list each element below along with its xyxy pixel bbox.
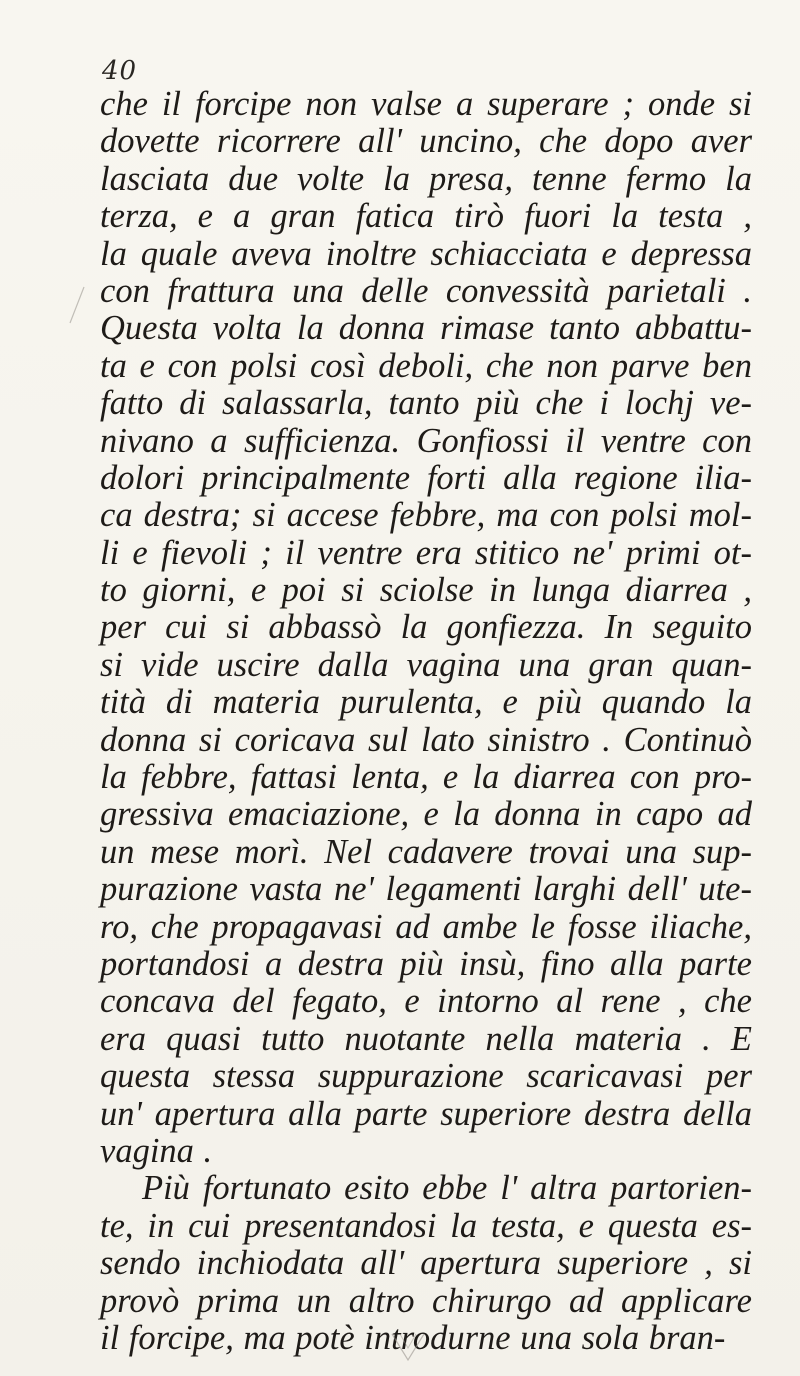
text-line: ro, che propagavasi ad ambe le fosse iliache, [100,907,752,946]
text-line: fatto di salassarla, tanto più che i lochj ve- [100,384,752,423]
text-line: Questa volta la donna rimase tanto abbattu- [100,309,752,348]
text-line: era quasi tutto nuotante nella materia . E [100,1019,752,1058]
text-line: ca destra; si accese febbre, ma con polsi mol- [100,496,752,535]
text-line: to giorni, e poi si sciolse in lunga diarrea , [100,571,752,610]
text-line: la febbre, fattasi lenta, e la diarrea con pro- [100,758,752,797]
text-line: nivano a sufficienza. Gonfiossi il ventre con [100,421,752,460]
page-number: 40 [102,56,138,86]
text-line: portandosi a destra più insù, fino alla parte [100,944,752,983]
text-line: terza, e a gran fatica tirò fuori la testa , [100,197,752,236]
text-line: lasciata due volte la presa, tenne fermo la [100,159,752,198]
text-line: con frattura una delle convessità parietali . [100,271,752,310]
text-line: gressiva emaciazione, e la donna in capo ad [100,795,752,834]
text-line: donna si coricava sul lato sinistro . Continuò [100,720,752,759]
text-line: provò prima un altro chirurgo ad applicare [100,1281,752,1320]
text-line: che il forcipe non valse a superare ; onde si [100,85,752,123]
text-line: li e fievoli ; il ventre era stitico ne' primi ot- [100,533,752,572]
body-text [100,86,752,1357]
text-line: questa stessa suppurazione scaricavasi per [100,1057,752,1096]
margin-mark-icon [60,285,90,325]
text-line: te, in cui presentandosi la testa, e questa es- [100,1206,752,1245]
text-line: purazione vasta ne' legamenti larghi dell' ute- [100,870,752,909]
text-line: vagina . [100,1131,213,1170]
text-line: per cui si abbassò la gonfiezza. In seguito [100,608,752,647]
text-line: dolori principalmente forti alla regione ilia- [100,458,752,497]
text-line: Più fortunato esito ebbe l' altra partorien- [142,1169,752,1208]
text-line: sendo inchiodata all' apertura superiore , si [100,1244,752,1283]
text-line: si vide uscire dalla vagina una gran quan- [100,645,752,684]
text-line: un' apertura alla parte superiore destra della [100,1094,752,1133]
text-line: la quale aveva inoltre schiacciata e depressa [100,234,752,273]
text-line: il forcipe, ma potè introdurne una sola bran- [100,1318,726,1357]
text-line: concava del fegato, e intorno al rene , che [100,982,752,1021]
text-line: ta e con polsi così deboli, che non parve ben [100,346,752,385]
text-line: tità di materia purulenta, e più quando la [100,683,752,722]
text-line: un mese morì. Nel cadavere trovai una sup- [100,832,752,871]
scan-artifact-icon [388,1330,428,1370]
text-line: dovette ricorrere all' uncino, che dopo aver [100,122,752,161]
